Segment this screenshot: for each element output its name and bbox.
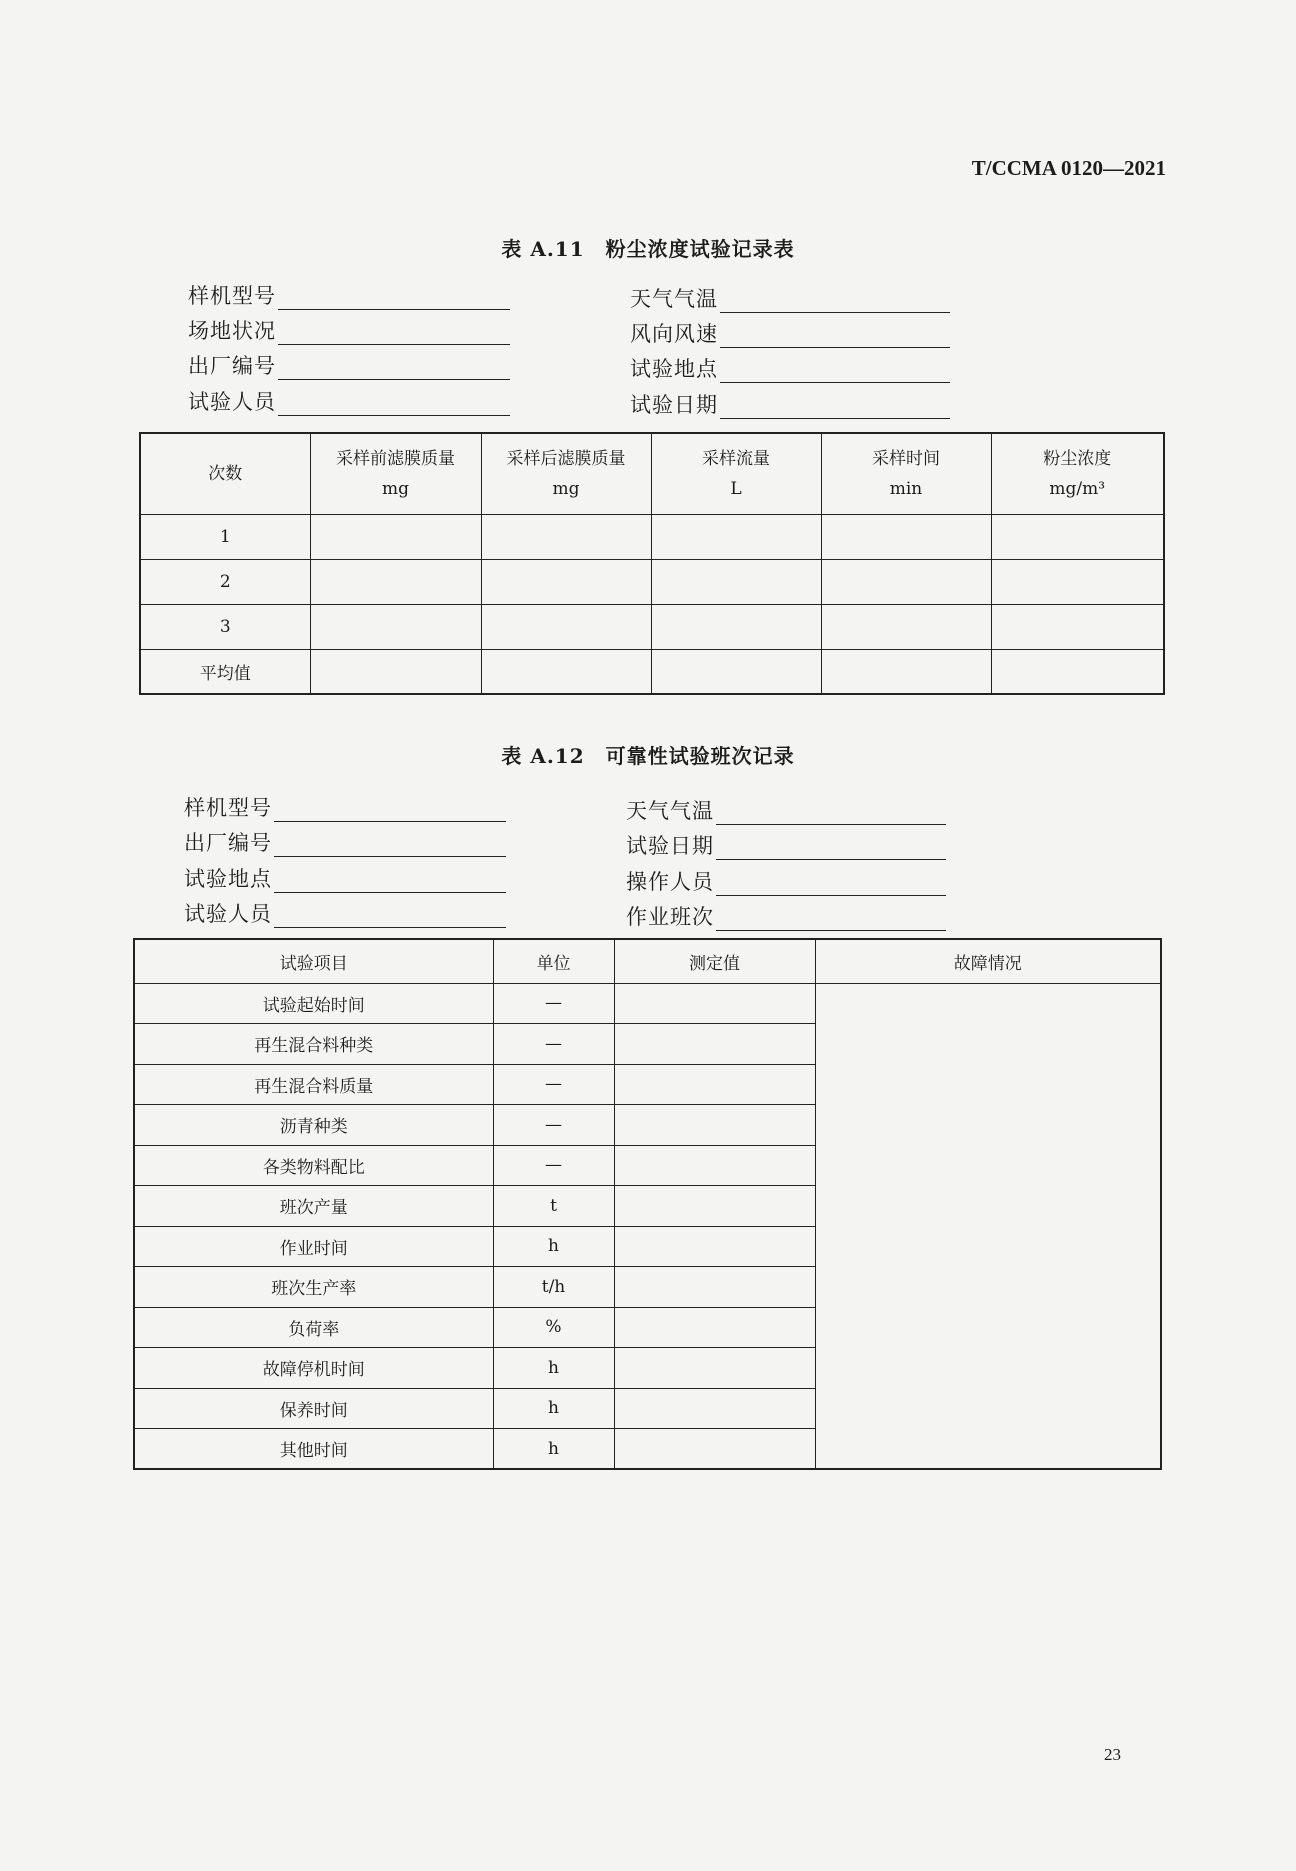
col-header-measured-value: 测定值 [614, 939, 815, 983]
table-row [140, 514, 1164, 559]
field-blank-line[interactable] [720, 362, 950, 383]
row-label: 1 [140, 514, 310, 559]
field-blank-line[interactable] [274, 836, 506, 857]
field-test-personnel [188, 386, 510, 416]
field-label: 天气气温 [630, 287, 718, 311]
field-label: 场地状况 [188, 319, 276, 343]
unit-cell: h [493, 1429, 614, 1470]
data-cell[interactable] [481, 604, 651, 649]
data-cell[interactable] [651, 604, 821, 649]
field-blank-line[interactable] [274, 801, 506, 822]
field-test-location [630, 353, 950, 383]
field-label: 试验日期 [630, 393, 718, 417]
test-item-label: 试验起始时间 [134, 983, 493, 1024]
measured-value-cell[interactable] [614, 1267, 815, 1308]
data-cell[interactable] [821, 604, 991, 649]
data-cell[interactable] [651, 559, 821, 604]
test-item-label: 负荷率 [134, 1307, 493, 1348]
unit-cell: — [493, 1024, 614, 1065]
table-a12-title: 表 A.12 可靠性试验班次记录 [501, 744, 795, 768]
field-weather-temp [630, 283, 950, 313]
page-number: 23 [1104, 1745, 1121, 1764]
field-blank-line[interactable] [278, 324, 510, 345]
test-item-label: 保养时间 [134, 1388, 493, 1429]
field-weather-temp [626, 795, 946, 825]
col-header-flow: 采样流量 L [651, 433, 821, 514]
col-header-test-item: 试验项目 [134, 939, 493, 983]
field-blank-line[interactable] [720, 292, 950, 313]
data-cell[interactable] [651, 649, 821, 694]
measured-value-cell[interactable] [614, 983, 815, 1024]
field-test-date [630, 389, 950, 419]
field-label: 风向风速 [630, 322, 718, 346]
col-header-post-filter-mass: 采样后滤膜质量 mg [481, 433, 651, 514]
table-row [140, 559, 1164, 604]
dust-concentration-table [139, 432, 1165, 695]
field-blank-line[interactable] [278, 395, 510, 416]
test-item-label: 其他时间 [134, 1429, 493, 1470]
header-row [140, 433, 1164, 514]
unit-cell: h [493, 1348, 614, 1389]
field-blank-line[interactable] [716, 839, 946, 860]
measured-value-cell[interactable] [614, 1388, 815, 1429]
row-label: 2 [140, 559, 310, 604]
test-item-label: 班次产量 [134, 1186, 493, 1227]
field-blank-line[interactable] [716, 910, 946, 931]
fault-status-cell[interactable] [815, 983, 1161, 1469]
field-sample-model [188, 280, 510, 310]
field-label: 操作人员 [626, 870, 714, 894]
field-operator [626, 866, 946, 896]
field-label: 试验日期 [626, 834, 714, 858]
field-blank-line[interactable] [720, 327, 950, 348]
test-item-label: 再生混合料种类 [134, 1024, 493, 1065]
unit-cell: — [493, 1145, 614, 1186]
field-blank-line[interactable] [716, 804, 946, 825]
data-cell[interactable] [821, 559, 991, 604]
data-cell[interactable] [310, 559, 481, 604]
data-cell[interactable] [310, 649, 481, 694]
field-work-shift [626, 901, 946, 931]
table-a11-title: 表 A.11 粉尘浓度试验记录表 [501, 237, 795, 261]
col-header-count: 次数 [140, 433, 310, 514]
measured-value-cell[interactable] [614, 1105, 815, 1146]
data-cell[interactable] [821, 649, 991, 694]
row-label: 平均值 [140, 649, 310, 694]
test-item-label: 再生混合料质量 [134, 1064, 493, 1105]
measured-value-cell[interactable] [614, 1348, 815, 1389]
document-code: T/CCMA 0120—2021 [971, 156, 1166, 180]
data-cell[interactable] [310, 514, 481, 559]
data-cell[interactable] [481, 514, 651, 559]
field-blank-line[interactable] [274, 907, 506, 928]
measured-value-cell[interactable] [614, 1307, 815, 1348]
unit-cell: — [493, 983, 614, 1024]
measured-value-cell[interactable] [614, 1024, 815, 1065]
field-label: 样机型号 [188, 284, 276, 308]
reliability-shift-table [133, 938, 1162, 1470]
field-site-condition [188, 315, 510, 345]
field-serial-number [184, 827, 506, 857]
table-row [140, 604, 1164, 649]
col-header-dust-concentration: 粉尘浓度 mg/m³ [991, 433, 1164, 514]
field-test-location [184, 863, 506, 893]
measured-value-cell[interactable] [614, 1064, 815, 1105]
test-item-label: 班次生产率 [134, 1267, 493, 1308]
table-row [140, 649, 1164, 694]
unit-cell: h [493, 1388, 614, 1429]
unit-cell: h [493, 1226, 614, 1267]
data-cell[interactable] [991, 514, 1164, 559]
test-item-label: 故障停机时间 [134, 1348, 493, 1389]
field-test-date [626, 830, 946, 860]
data-cell[interactable] [991, 649, 1164, 694]
col-header-fault-status: 故障情况 [815, 939, 1161, 983]
field-blank-line[interactable] [716, 875, 946, 896]
unit-cell: % [493, 1307, 614, 1348]
unit-cell: — [493, 1105, 614, 1146]
field-label: 试验地点 [630, 357, 718, 381]
field-sample-model [184, 792, 506, 822]
measured-value-cell[interactable] [614, 1186, 815, 1227]
data-cell[interactable] [991, 604, 1164, 649]
field-label: 天气气温 [626, 799, 714, 823]
unit-cell: t/h [493, 1267, 614, 1308]
field-blank-line[interactable] [720, 398, 950, 419]
field-blank-line[interactable] [278, 359, 510, 380]
test-item-label: 各类物料配比 [134, 1145, 493, 1186]
field-blank-line[interactable] [278, 289, 510, 310]
data-cell[interactable] [821, 514, 991, 559]
test-item-label: 作业时间 [134, 1226, 493, 1267]
measured-value-cell[interactable] [614, 1226, 815, 1267]
field-test-personnel [184, 898, 506, 928]
data-cell[interactable] [481, 559, 651, 604]
data-cell[interactable] [651, 514, 821, 559]
col-header-pre-filter-mass: 采样前滤膜质量 mg [310, 433, 481, 514]
field-label: 试验人员 [188, 390, 276, 414]
field-serial-number [188, 350, 510, 380]
data-cell[interactable] [481, 649, 651, 694]
field-label: 试验地点 [184, 867, 272, 891]
data-cell[interactable] [991, 559, 1164, 604]
test-item-label: 沥青种类 [134, 1105, 493, 1146]
col-header-unit: 单位 [493, 939, 614, 983]
unit-cell: t [493, 1186, 614, 1227]
field-label: 出厂编号 [184, 831, 272, 855]
field-label: 样机型号 [184, 796, 272, 820]
data-cell[interactable] [310, 604, 481, 649]
field-label: 出厂编号 [188, 354, 276, 378]
measured-value-cell[interactable] [614, 1145, 815, 1186]
field-blank-line[interactable] [274, 872, 506, 893]
field-label: 作业班次 [626, 905, 714, 929]
measured-value-cell[interactable] [614, 1429, 815, 1470]
field-wind [630, 318, 950, 348]
unit-cell: — [493, 1064, 614, 1105]
row-label: 3 [140, 604, 310, 649]
table-row [134, 983, 1161, 1024]
field-label: 试验人员 [184, 902, 272, 926]
col-header-sample-time: 采样时间 min [821, 433, 991, 514]
header-row [134, 939, 1161, 983]
